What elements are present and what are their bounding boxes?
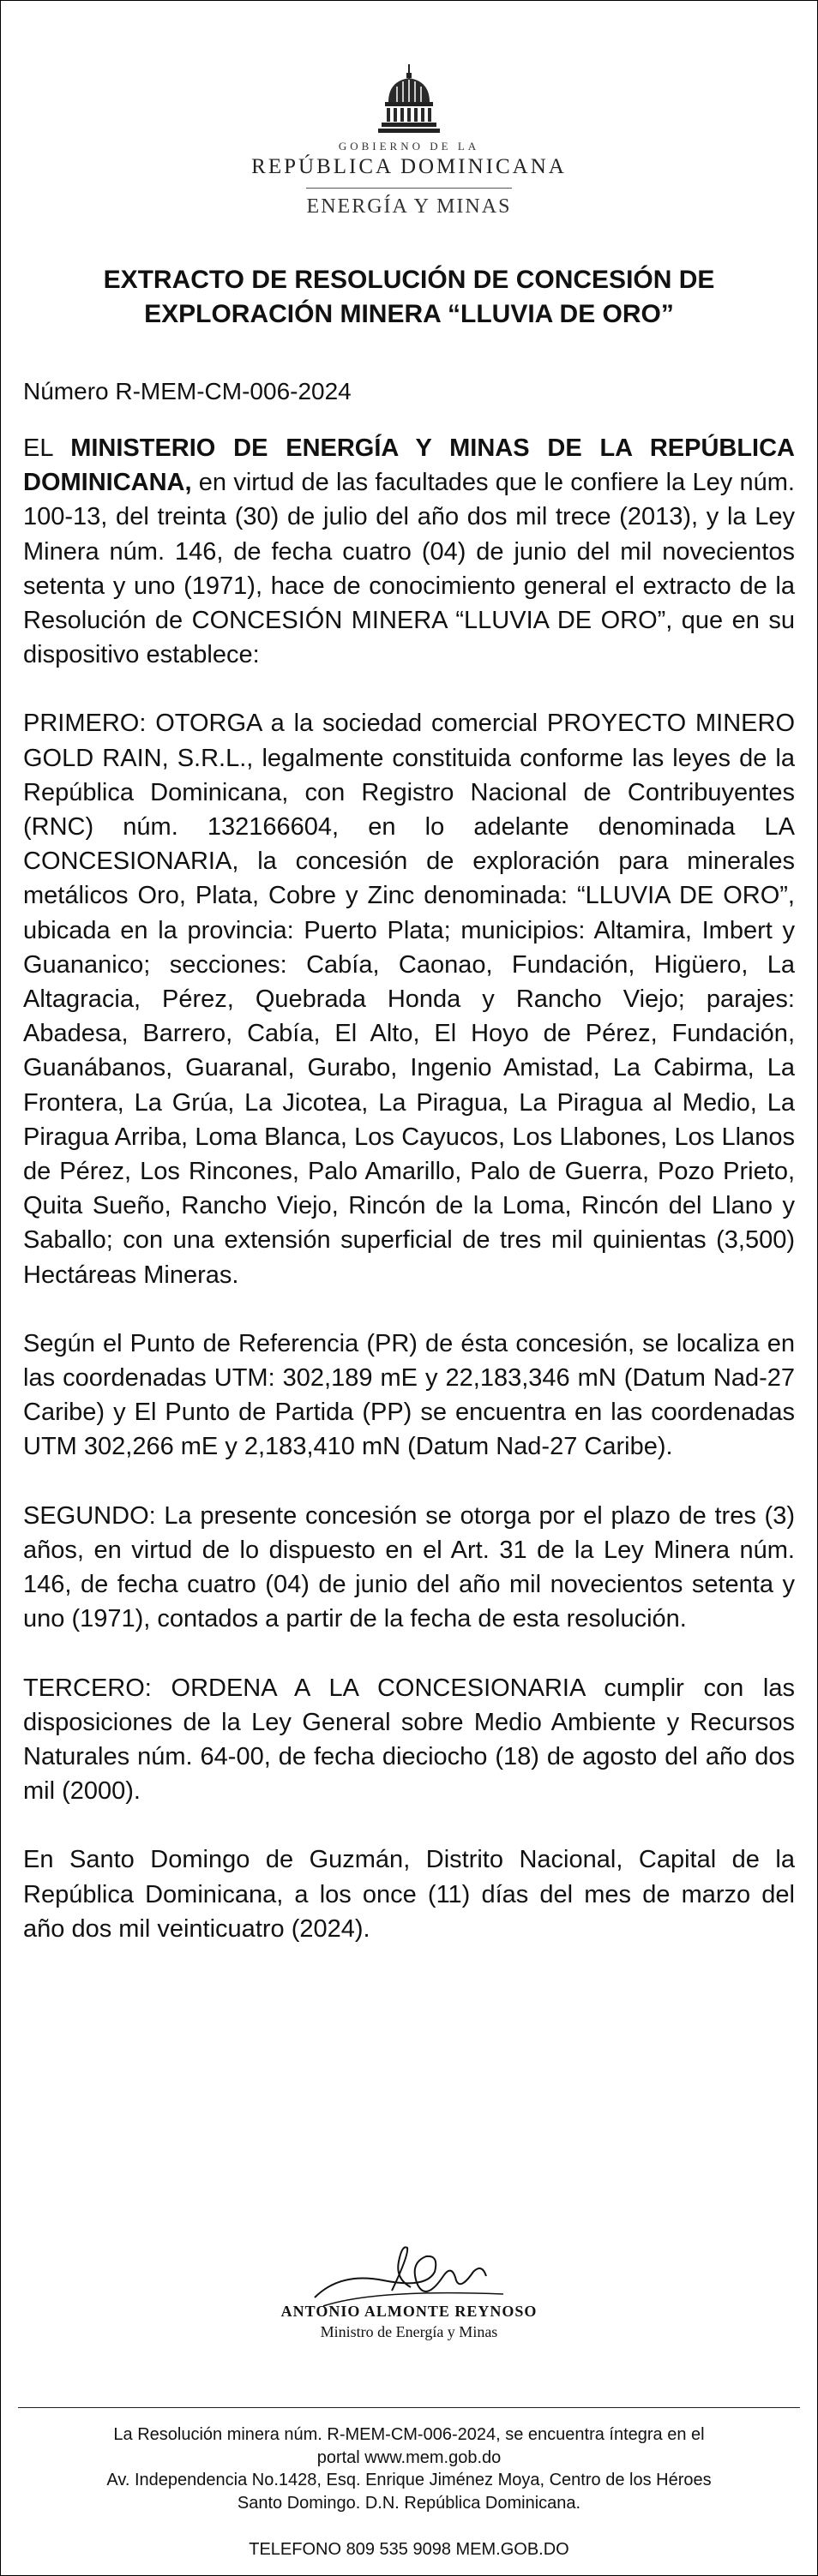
ministry-name: MINISTERIO DE ENERGÍA Y MINAS DE LA REPÚBLICA DOMINICANA, xyxy=(23,434,795,497)
signature-block xyxy=(1,2238,817,2340)
signatory-role: Ministro de Energía y Minas xyxy=(320,2323,498,2340)
footer-line-3: Av. Independencia No.1428, Esq. Enrique Jiménez Moya, Centro de los Héroes xyxy=(106,2471,712,2489)
footer-line-2: portal www.mem.gob.do xyxy=(316,2447,502,2467)
title-line-2: EXPLORACIÓN MINERA “LLUVIA DE ORO” xyxy=(144,300,674,328)
title-line-1: EXTRACTO DE RESOLUCIÓN DE CONCESIÓN DE xyxy=(103,266,715,294)
intro-paragraph xyxy=(23,431,795,672)
document-title xyxy=(35,263,783,332)
gov-label-country: REPÚBLICA DOMINICANA xyxy=(251,155,567,178)
gov-label-ministry: ENERGÍA Y MINAS xyxy=(306,195,512,218)
document-body xyxy=(23,431,795,1980)
footer-notes xyxy=(23,2423,795,2514)
logo-divider xyxy=(306,188,512,189)
palace-dome-icon xyxy=(373,63,445,135)
footer-divider xyxy=(18,2407,800,2408)
tercero-paragraph: TERCERO: ORDENA A LA CONCESIONARIA cumplir con las disposiciones de la Ley General sobre Medio Ambiente y Recursos Naturales núm. 64-00, de fecha dieciocho (18) de agosto del año dos mil (2000). xyxy=(23,1674,795,1806)
intro-text: en virtud de las facultades que le confiere la Ley núm. 100-13, del treinta (30) de julio del año dos mil trece (2013), y la Ley Minera núm. 146, de fecha cuatro (04) de junio del mil novecientos setenta y uno (1971), hace de conocimiento general el extracto de la Resolución de CONCESIÓN MINERA “LLUVIA DE ORO”, que en su dispositivo establece: xyxy=(23,469,795,669)
segundo-paragraph: SEGUNDO: La presente concesión se otorga por el plazo de tres (3) años, en virtud de lo dispuesto en el Art. 31 de la Ley Minera núm. 146, de fecha cuatro (04) de junio del año mil novecientos setenta y uno (1971), contados a partir de la fecha de esta resolución. xyxy=(23,1501,795,1633)
primero-paragraph: PRIMERO: OTORGA a la sociedad comercial PROYECTO MINERO GOLD RAIN, S.R.L., legalmente constituida conforme las leyes de la República Dominicana, con Registro Nacional de Contribuyentes (RNC) núm. 132166604, en lo adelante denominada LA CONCESIONARIA, la concesión de exploración para minerales metálicos Oro, Plata, Cobre y Zinc denominada: “LLUVIA DE ORO”, ubicada en la provincia: Puerto Plata; municipios: Altamira, Imbert y Guananico; secciones: Cabía, Caonao, Fundación, Higüero, La Altagracia, Pérez, Quebrada Honda y Rancho Viejo; parajes: Abadesa, Barrero, Cabía, El Alto, El Hoyo de Pérez, Fundación, Guanábanos, Guaranal, Gurabo, Ingenio Amistad, La Cabirma, La Frontera, La Grúa, La Jicotea, La Piragua, La Piragua al Medio, La Piragua Arriba, Loma Blanca, Los Cayucos, Los Llabones, Los Llanos de Pérez, Los Rincones, Palo Amarillo, Palo de Guerra, Pozo Prieto, Quita Sueño, Rancho Viejo, Rincón de la Loma, Rincón del Llano y Saballo; con una extensión superficial de tres mil quinientas (3,500) Hectáreas Mineras. xyxy=(23,710,795,1289)
footer-phone: TELEFONO 809 535 9098 MEM.GOB.DO xyxy=(249,2540,569,2559)
footer-line-1: La Resolución minera núm. R-MEM-CM-006-2024, se encuentra íntegra en el xyxy=(113,2425,705,2444)
closing-paragraph: En Santo Domingo de Guzmán, Distrito Nacional, Capital de la República Dominicana, a los once (11) días del mes de marzo del año dos mil veinticuatro (2024). xyxy=(23,1846,795,1943)
signatory-name: ANTONIO ALMONTE REYNOSO xyxy=(280,2303,538,2320)
footer-line-4: Santo Domingo. D.N. República Dominicana. xyxy=(237,2493,581,2513)
government-logo xyxy=(1,63,817,219)
gov-label-small: GOBIERNO DE LA xyxy=(338,140,480,153)
intro-prefix: EL xyxy=(23,434,71,462)
coordinates-paragraph: Según el Punto de Referencia (PR) de ésta concesión, se localiza en las coordenadas UTM: 302,189 mE y 22,183,346 mN (Datum Nad-27 Caribe) y El Punto de Partida (PP) se encuentra en las coordenadas UTM 302,266 mE y 2,183,410 mN (Datum Nad-27 Caribe). xyxy=(23,1329,795,1461)
resolution-number: Número R-MEM-CM-006-2024 xyxy=(23,378,352,404)
